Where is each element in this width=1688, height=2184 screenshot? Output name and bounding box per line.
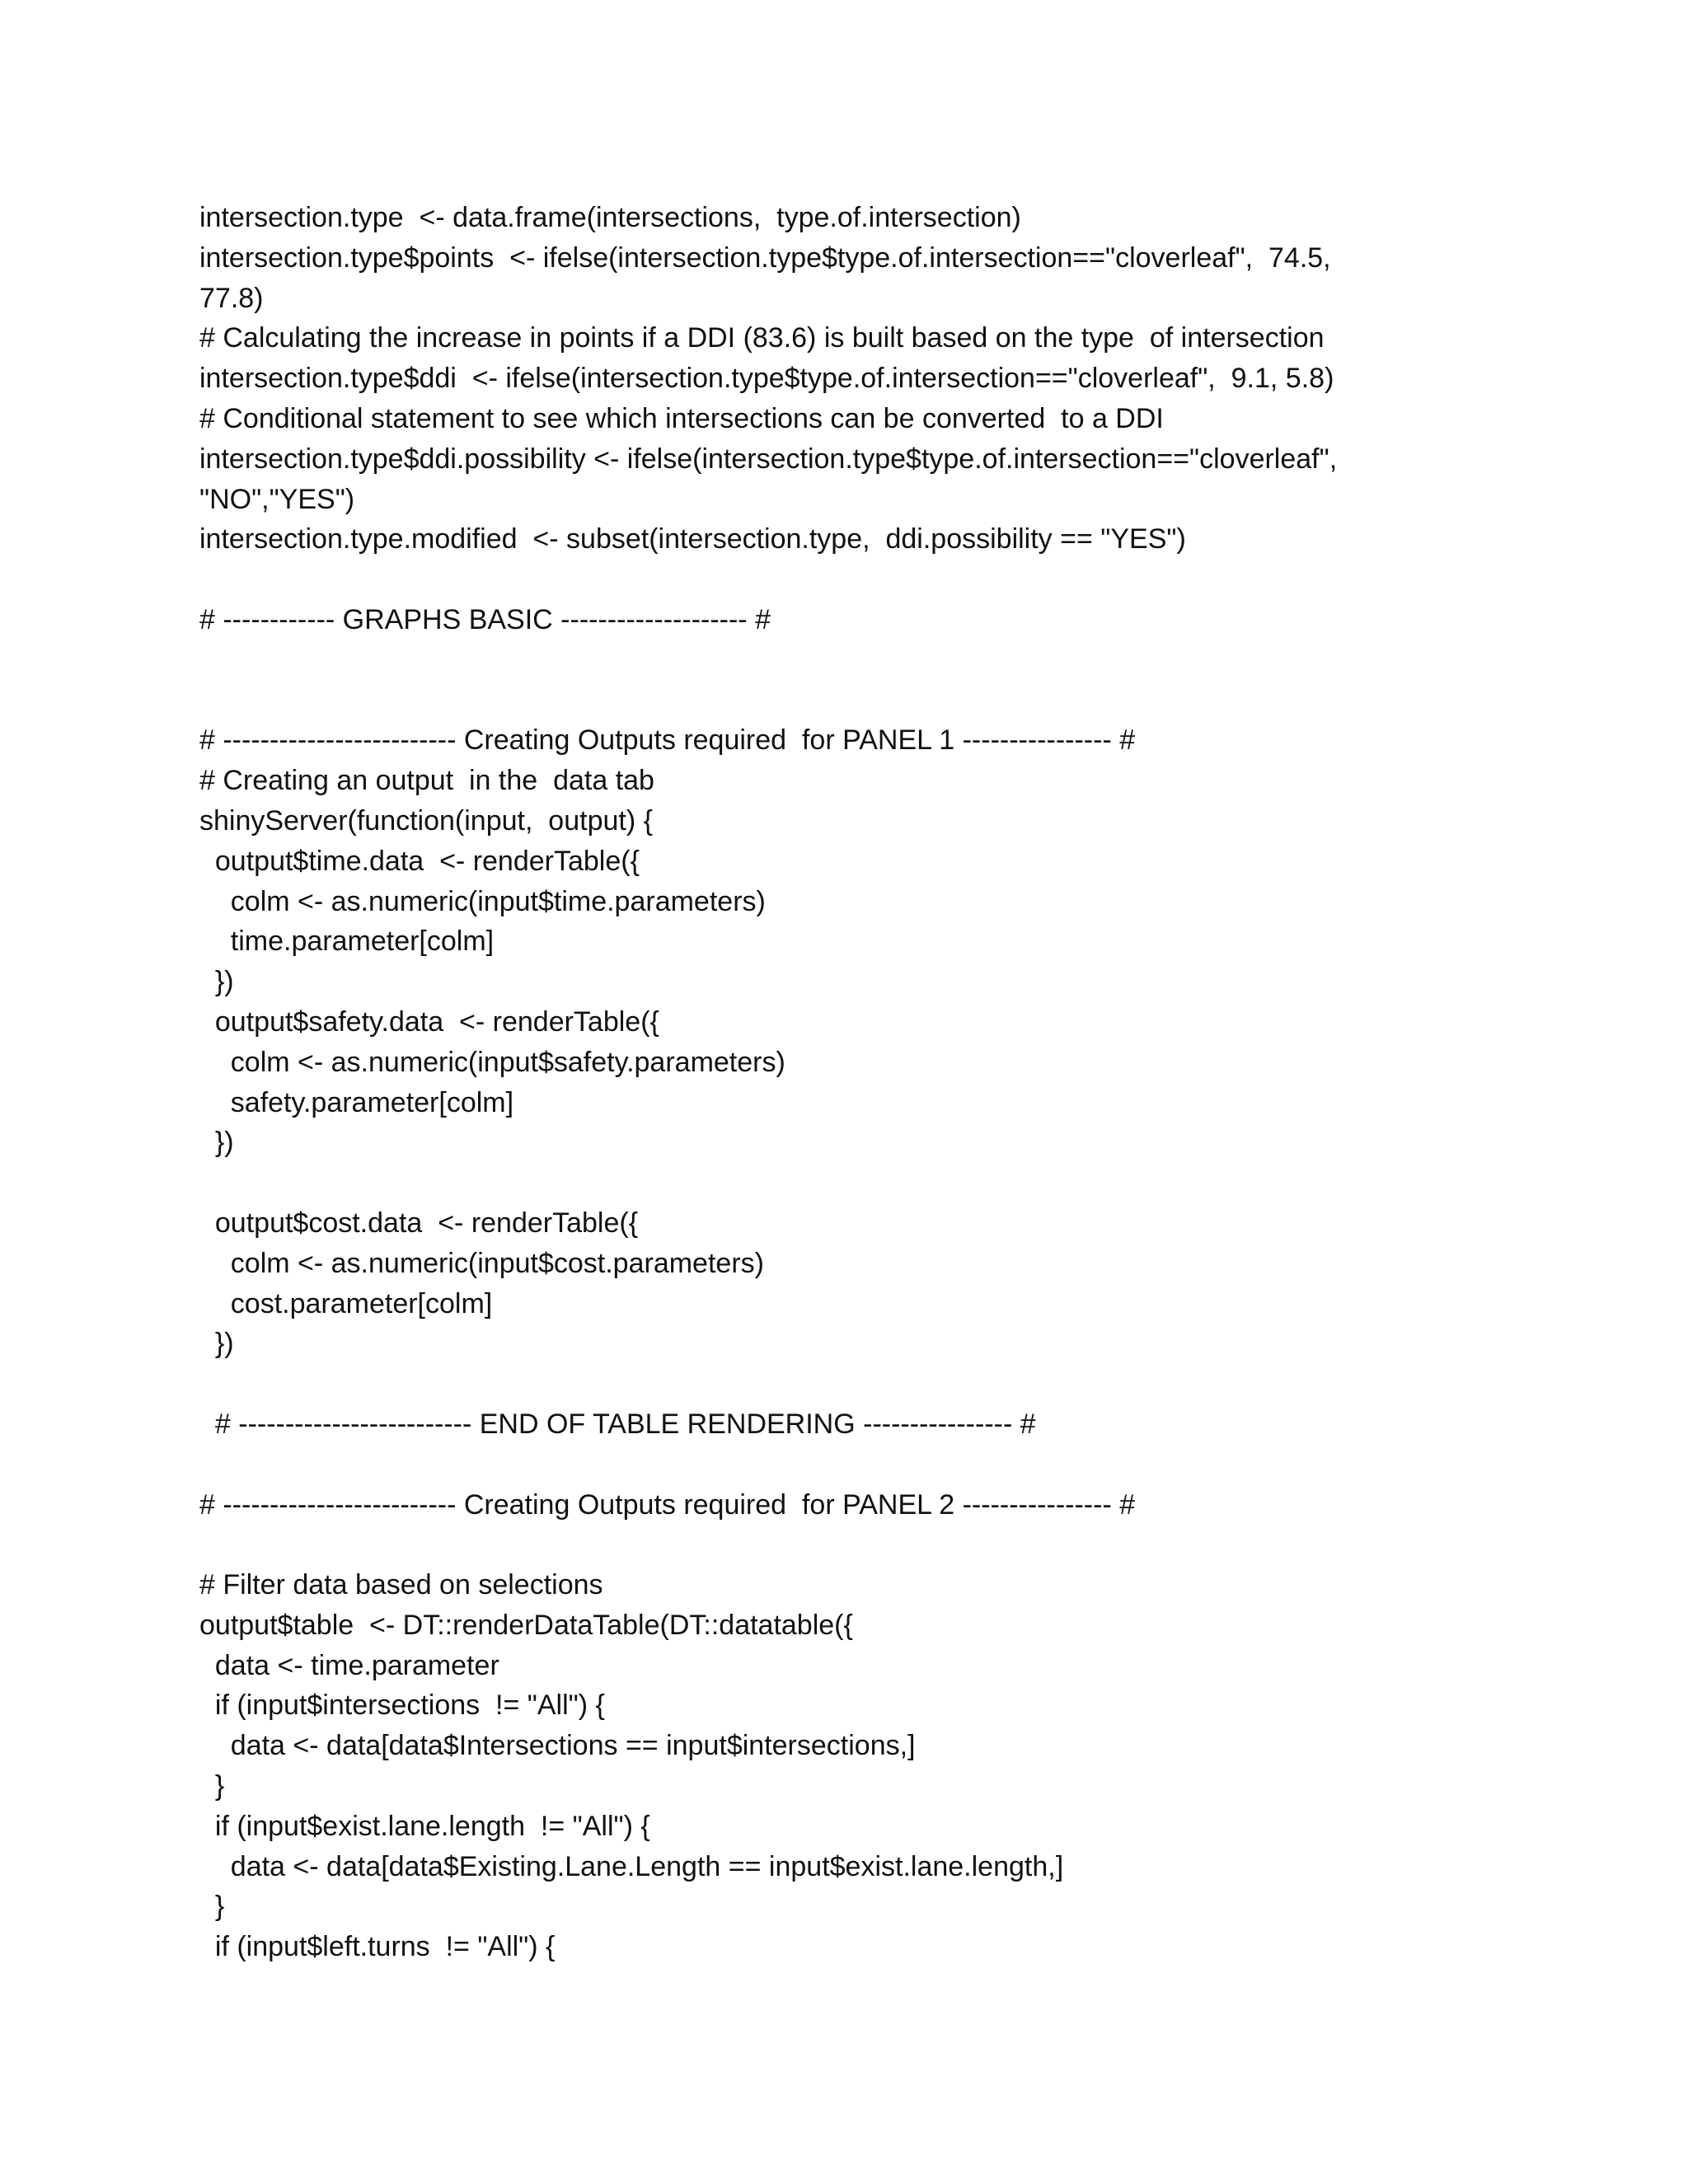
code-line: data <- data[data$Intersections == input$intersections,] bbox=[199, 1730, 916, 1762]
code-line: data <- data[data$Existing.Lane.Length == input$exist.lane.length,] bbox=[199, 1850, 1064, 1882]
code-line: } bbox=[199, 1891, 225, 1923]
code-line: time.parameter[colm] bbox=[199, 926, 495, 958]
code-line: cost.parameter[colm] bbox=[199, 1287, 493, 1319]
code-line: }) bbox=[199, 1127, 234, 1159]
code-line: safety.parameter[colm] bbox=[199, 1086, 514, 1118]
code-line: data <- time.parameter bbox=[199, 1649, 499, 1681]
blank-line bbox=[199, 1364, 1535, 1404]
code-line: # ------------ GRAPHS BASIC -------------------- # bbox=[199, 603, 771, 635]
code-line: output$safety.data <- renderTable({ bbox=[199, 1005, 659, 1038]
blank-line bbox=[199, 681, 1535, 721]
blank-line bbox=[199, 1445, 1535, 1485]
code-line: # Filter data based on selections bbox=[199, 1569, 603, 1601]
code-line: # Calculating the increase in points if a DDI (83.6) is built based on the type of intersection bbox=[199, 322, 1325, 354]
code-line: shinyServer(function(input, output) { bbox=[199, 804, 653, 837]
blank-line bbox=[199, 560, 1535, 600]
code-line: if (input$exist.lane.length != "All") { bbox=[199, 1810, 650, 1842]
code-line: colm <- as.numeric(input$safety.parameters) bbox=[199, 1046, 785, 1078]
code-line: }) bbox=[199, 1328, 234, 1360]
code-line: intersection.type$ddi.possibility <- ifelse(intersection.type$type.of.intersection=="cloverleaf", bbox=[199, 443, 1338, 475]
code-line: output$time.data <- renderTable({ bbox=[199, 845, 640, 877]
code-line: intersection.type <- data.frame(intersections, type.of.intersection) bbox=[199, 202, 1021, 233]
blank-line bbox=[199, 640, 1535, 681]
code-line: colm <- as.numeric(input$time.parameters) bbox=[199, 885, 766, 917]
code-line: colm <- as.numeric(input$cost.parameters) bbox=[199, 1247, 764, 1279]
code-line: if (input$left.turns != "All") { bbox=[199, 1931, 556, 1963]
code-line: # ------------------------- END OF TABLE RENDERING ---------------- # bbox=[199, 1408, 1036, 1440]
code-line: intersection.type.modified <- subset(intersection.type, ddi.possibility == "YES") bbox=[199, 523, 1186, 555]
code-line: intersection.type$points <- ifelse(intersection.type$type.of.intersection=="cloverleaf", 74.5, bbox=[199, 241, 1331, 274]
code-line: intersection.type$ddi <- ifelse(intersection.type$type.of.intersection=="cloverleaf", 9.1, 5.8) bbox=[199, 363, 1334, 395]
code-line: 77.8) bbox=[199, 282, 264, 314]
code-line: # Conditional statement to see which intersections can be converted to a DDI bbox=[199, 402, 1164, 434]
code-line: if (input$intersections != "All") { bbox=[199, 1690, 605, 1722]
code-line: output$cost.data <- renderTable({ bbox=[199, 1207, 639, 1239]
code-line: # ------------------------- Creating Outputs required for PANEL 2 ---------------- # bbox=[199, 1488, 1136, 1521]
blank-line bbox=[199, 1525, 1535, 1565]
code-line: } bbox=[199, 1770, 225, 1802]
code-listing bbox=[199, 198, 1535, 1967]
code-line: "NO","YES") bbox=[199, 483, 355, 515]
code-line: output$table <- DT::renderDataTable(DT::datatable({ bbox=[199, 1609, 853, 1641]
code-line: # ------------------------- Creating Outputs required for PANEL 1 ---------------- # bbox=[199, 724, 1136, 757]
code-line: # Creating an output in the data tab bbox=[199, 765, 654, 797]
code-line: }) bbox=[199, 966, 234, 998]
blank-line bbox=[199, 1163, 1535, 1203]
